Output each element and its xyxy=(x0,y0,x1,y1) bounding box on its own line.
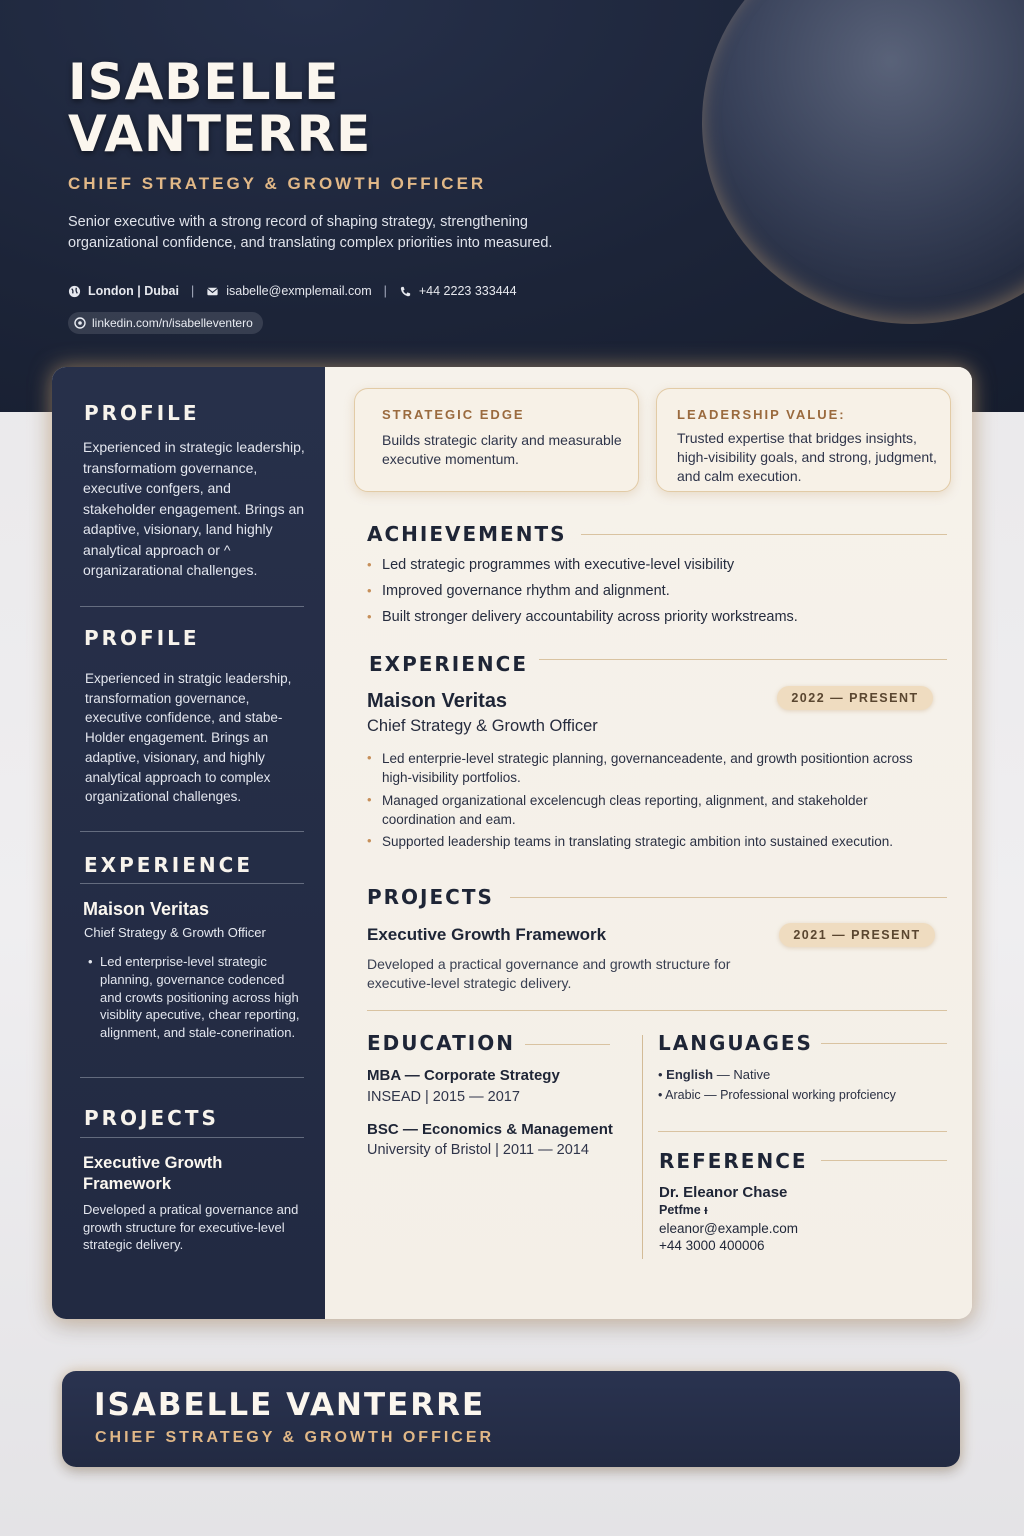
achievement-item: Improved governance rhythm and alignment. xyxy=(382,583,670,599)
section-rule xyxy=(539,659,947,660)
resume-sheet xyxy=(52,367,972,1319)
contact-email[interactable] xyxy=(206,284,371,298)
bullet-dot: • xyxy=(367,833,372,848)
degree-school: University of Bristol | 2011 — 2014 xyxy=(367,1142,589,1158)
job-title: CHIEF STRATEGY & GROWTH OFFICER xyxy=(68,174,487,193)
achievement-item: Built stronger delivery accountability across priority workstreams. xyxy=(382,609,798,625)
sidebar-project-title: Executive Growth Framework xyxy=(83,1154,223,1193)
sidebar-profile-heading-2: PROFILE xyxy=(84,626,200,650)
section-rule xyxy=(821,1043,947,1044)
experience-heading: EXPERIENCE xyxy=(369,652,528,676)
projects-heading: PROJECTS xyxy=(367,885,494,909)
language-item: • Arabic — Professional working profciency xyxy=(658,1088,896,1102)
achievements-heading: ACHIEVEMENTS xyxy=(367,522,567,546)
section-rule xyxy=(510,897,947,898)
sidebar-divider xyxy=(80,831,304,832)
phone-text[interactable]: +44 2223 333444 xyxy=(418,284,517,298)
section-rule xyxy=(821,1160,947,1161)
experience-bullet: Supported leadership teams in translating strategic ambition into sustained execution. xyxy=(382,834,894,849)
sidebar-divider xyxy=(80,883,304,884)
linkedin-icon xyxy=(74,317,86,329)
linkedin-text[interactable]: linkedin.com/n/isabelleventero xyxy=(92,316,253,330)
footer-nameplate xyxy=(62,1371,960,1467)
summary: Senior executive with a strong record of shaping strategy, strengthening organizational confidence, and translating complex priorities into measured. xyxy=(68,214,553,251)
mail-icon xyxy=(206,285,219,298)
strategic-edge-card xyxy=(354,388,639,492)
reference-title: Petfme ᵻ xyxy=(659,1203,708,1217)
achievement-item: Led strategic programmes with executive-level visibility xyxy=(382,557,735,573)
project-title: Executive Growth Framework xyxy=(367,925,607,944)
sidebar xyxy=(52,367,325,1319)
bullet-dot: • xyxy=(367,792,372,807)
bullet-dot: • xyxy=(367,609,372,624)
reference-heading: REFERENCE xyxy=(659,1149,808,1173)
language-name: English xyxy=(666,1067,714,1082)
column-divider xyxy=(642,1035,643,1259)
language-name: Arabic xyxy=(665,1088,701,1102)
linkedin-link[interactable] xyxy=(68,312,263,334)
bullet-dot: • xyxy=(367,557,372,572)
sidebar-profile-text: Experienced in strategic leadership, transformatiom governance, executive confgers, and stakeholder engagement. Brings an adaptive, visionary, land highly analytical approach or ^ organizarational challenges. xyxy=(83,439,305,578)
candidate-name xyxy=(68,53,668,163)
footer-title: CHIEF STRATEGY & GROWTH OFFICER xyxy=(95,1429,495,1446)
card-heading: STRATEGIC EDGE xyxy=(382,407,525,422)
reference-phone[interactable]: +44 3000 400006 xyxy=(659,1238,765,1253)
sidebar-role: Chief Strategy & Growth Officer xyxy=(84,925,266,940)
role-title: Chief Strategy & Growth Officer xyxy=(367,717,598,735)
contact-row xyxy=(68,282,517,300)
section-rule xyxy=(658,1131,947,1132)
sidebar-company: Maison Veritas xyxy=(83,899,210,919)
reference-email[interactable]: eleanor@example.com xyxy=(659,1221,799,1236)
section-rule xyxy=(367,1010,947,1011)
sidebar-divider xyxy=(80,1137,304,1138)
language-level: — Native xyxy=(716,1067,771,1082)
reference-name: Dr. Eleanor Chase xyxy=(659,1184,788,1201)
bullet-dot: • xyxy=(367,750,372,765)
experience-bullet: Led enterprie-level strategic planning, governanceadente, and growth positiontion across high-visibility portfolios. xyxy=(382,751,913,785)
sidebar-divider xyxy=(80,606,304,607)
section-rule xyxy=(581,534,947,535)
sidebar-experience-bullet: • Led enterprise-level strategic planning, governance codenced and crowts positioning across high visiblity apecutive, chear reporting, alignment, and stale-conerination. xyxy=(88,953,300,1042)
sidebar-divider xyxy=(80,1077,304,1078)
card-text: Builds strategic clarity and measurable executive momentum. xyxy=(382,432,622,467)
phone-icon xyxy=(399,285,412,298)
leadership-value-card xyxy=(656,388,951,492)
contact-phone[interactable] xyxy=(399,284,517,298)
name-line-1: ISABELLE xyxy=(68,53,340,111)
experience-bullet: Managed organizational excelencugh cleas reporting, alignment, and stakeholder coordination and eam. xyxy=(382,793,868,827)
name-line-2: VANTERRE xyxy=(68,105,372,163)
sidebar-experience-heading: EXPERIENCE xyxy=(84,853,253,877)
language-level: — Professional working profciency xyxy=(704,1088,896,1102)
project-text: Developed a practical governance and growth structure for executive-level strategic delivery. xyxy=(367,956,731,991)
degree-title: BSC — Economics & Management xyxy=(367,1121,613,1138)
footer-name: ISABELLE VANTERRE xyxy=(94,1387,486,1423)
location-text: London | Dubai xyxy=(88,284,179,298)
sidebar-profile-text-2: Experienced in stratgic leadership, transformation governance, executive confidence, and stabe- Holder engagement. Brings an adaptive, visionary, and highly analytical approach to complex organizational challenges. xyxy=(85,671,292,805)
degree-school: INSEAD | 2015 — 2017 xyxy=(367,1089,520,1105)
languages-heading: LANGUAGES xyxy=(658,1031,813,1055)
decorative-orb xyxy=(702,0,1024,324)
degree-title: MBA — Corporate Strategy xyxy=(367,1067,560,1084)
sidebar-profile-heading: PROFILE xyxy=(84,401,200,425)
header-banner xyxy=(0,0,1024,412)
sidebar-projects-heading: PROJECTS xyxy=(84,1106,219,1130)
experience-date-badge: 2022 — PRESENT xyxy=(777,686,933,710)
card-heading: LEADERSHIP VALUE: xyxy=(677,407,846,422)
language-item: • English — Native xyxy=(658,1067,771,1082)
main-content xyxy=(325,367,972,1319)
section-rule xyxy=(525,1044,610,1045)
globe-icon xyxy=(68,285,81,298)
separator: | xyxy=(190,284,195,298)
card-text: Trusted expertise that bridges insights, high-visibility goals, and strong, judgment, and calm execution. xyxy=(677,430,937,484)
bullet-dot: • xyxy=(367,583,372,598)
project-date-badge: 2021 — PRESENT xyxy=(779,923,935,947)
sidebar-project-text: Developed a pratical governance and growth structure for executive-level strategic delivery. xyxy=(83,1202,299,1252)
email-text[interactable]: isabelle@exmplemail.com xyxy=(226,284,372,298)
contact-location xyxy=(68,284,179,298)
education-heading: EDUCATION xyxy=(367,1031,515,1055)
separator: | xyxy=(383,284,387,298)
company-name: Maison Veritas xyxy=(367,690,508,712)
